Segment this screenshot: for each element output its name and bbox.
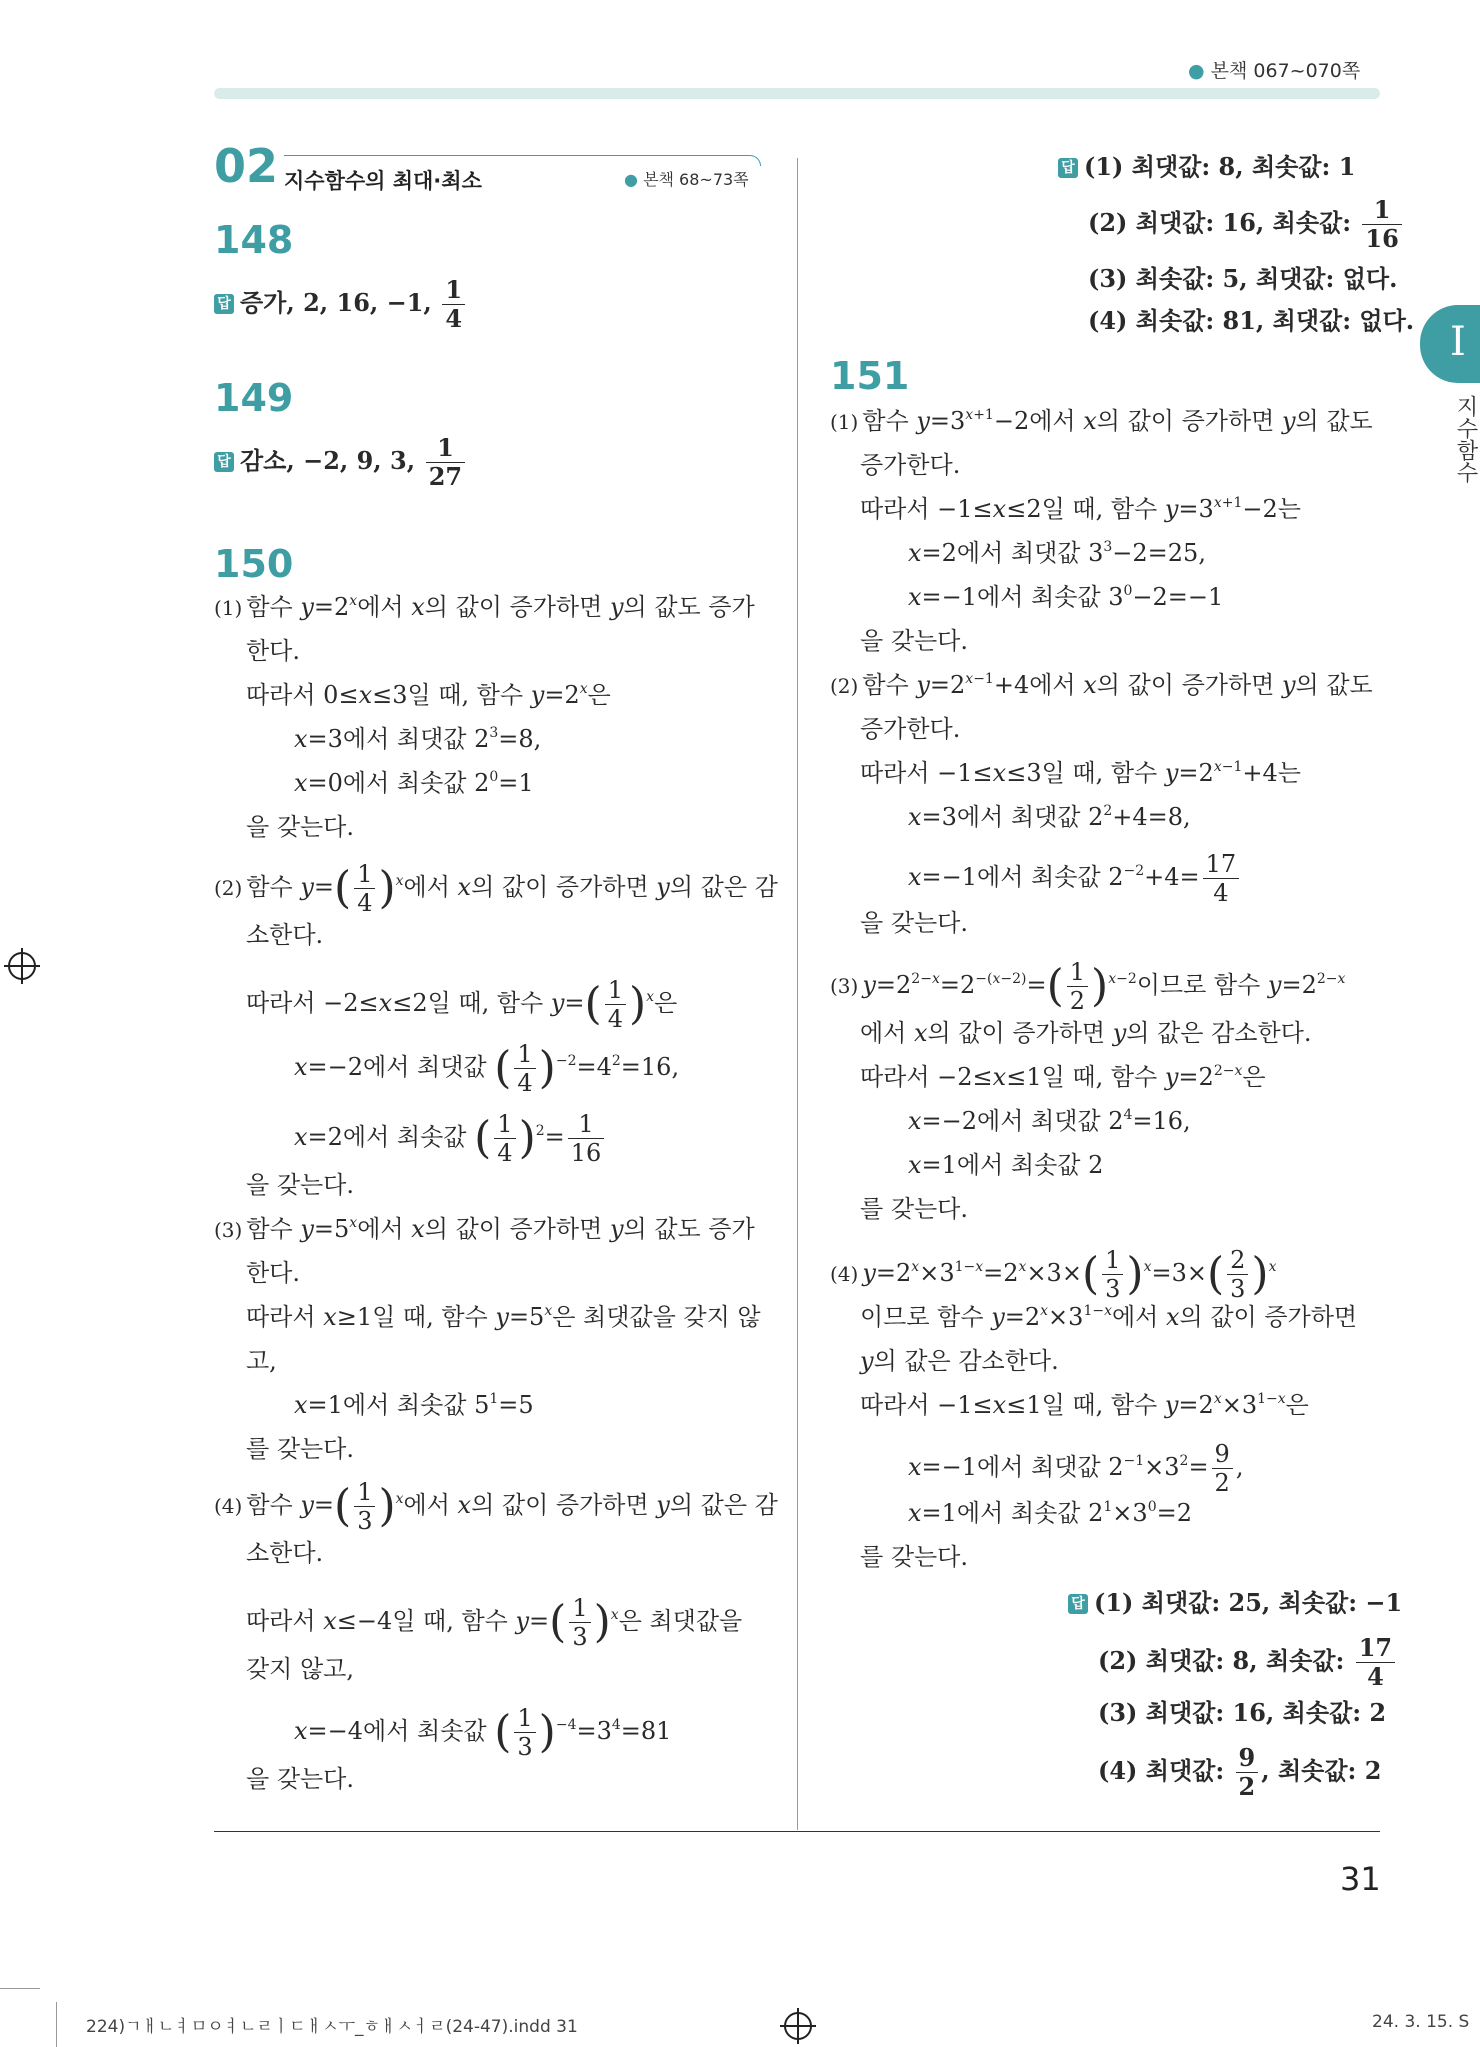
- problem-number-150: 150: [214, 542, 294, 586]
- sol-line: x=−4에서 최솟값 ( $\frac{1}{3}$ )$^{-4}=3^4=81$: [294, 1704, 672, 1761]
- sol-line: 따라서 −2≤x≤1일 때, 함수 $y=2^{2-x}$은: [860, 1063, 1266, 1091]
- registration-mark-icon: [8, 952, 36, 980]
- answer-badge-icon: 답: [1068, 1594, 1088, 1614]
- answer-150-2: (2) 최댓값: 16, 최솟값: $\frac{1}{16}$: [1088, 198, 1405, 251]
- sol-line: 이므로 함수 $y=2^x\times 3^{1-x}$에서 x의 값이 증가하면: [860, 1303, 1358, 1331]
- problem-number-148: 148: [214, 218, 294, 262]
- section-line: [284, 155, 761, 166]
- sol-line: (3) $y=2^{2-x}=2^{-(x-2)}=$( $\frac{1}{2}$ )$^{x-2}$이므로 함수 $y=2^{2-x}$: [830, 958, 1346, 1015]
- sol-line: x=−1에서 최솟값 $2^{-2}+4=$ $\frac{17}{4}$: [908, 852, 1242, 905]
- sol-line: x=3에서 최댓값 $2^2+4=8$,: [908, 803, 1191, 831]
- answer-150-1: 답 (1) 최댓값: 8, 최솟값: 1: [1058, 152, 1355, 182]
- sol-line: 을 갖는다.: [246, 1765, 354, 1793]
- sol-line: x=−2에서 최댓값 $2^4=16$,: [908, 1107, 1191, 1135]
- sol-line: x=−1에서 최댓값 $2^{-1}\times 3^2=$ $\frac{9}{2}$ ,: [908, 1440, 1244, 1497]
- sol-line: 에서 x의 값이 증가하면 y의 값은 감소한다.: [860, 1019, 1312, 1047]
- sol-line: x=−2에서 최댓값 ( $\frac{1}{4}$ )$^{-2}=4^2=16$,: [294, 1040, 680, 1097]
- sol-line: 증가한다.: [860, 451, 961, 479]
- sol-line: x=2에서 최댓값 $3^3-2=25$,: [908, 539, 1206, 567]
- sol-line: (4) $y=2^x\times 3^{1-x}=2^x\times 3\times$( $\frac{1}{3}$ )$^x$=3×( $\frac{2}{3}$ )$^x$: [830, 1246, 1277, 1303]
- header-ref-text: 본책 067~070쪽: [1210, 60, 1361, 82]
- sol-line: 따라서 x≥1일 때, 함수 $y=5^x$은 최댓값을 갖지 않: [246, 1303, 761, 1331]
- section-header: [214, 139, 768, 197]
- sol-line: 을 갖는다.: [246, 813, 354, 841]
- sol-line: 따라서 −1≤x≤2일 때, 함수 $y=3^{x+1}-2$는: [860, 495, 1301, 523]
- sol-line: 을 갖는다.: [860, 909, 968, 937]
- sol-line: 를 갖는다.: [860, 1195, 968, 1223]
- sol-line: 고,: [246, 1347, 277, 1375]
- answer-148-text: 증가, 2, 16, −1,: [240, 288, 432, 317]
- section-number: 02: [214, 139, 279, 193]
- sol-line: x=2에서 최솟값 ( $\frac{1}{4}$ )$^2$= $\frac{1}{16}$: [294, 1112, 607, 1165]
- footer-rule: [0, 1988, 40, 1989]
- answer-151-4: (4) 최댓값: $\frac{9}{2}$ , 최솟값: 2: [1098, 1743, 1382, 1801]
- sol-line: (2) 함수 $y=2^{x-1}+4$에서 x의 값이 증가하면 y의 값도: [830, 671, 1373, 699]
- sol-line: x=1에서 최솟값 2: [908, 1151, 1104, 1179]
- bullet-icon: ●: [1188, 60, 1205, 82]
- chapter-roman: I: [1450, 319, 1466, 365]
- problem-number-151: 151: [830, 354, 910, 398]
- sol-line: 소한다.: [246, 921, 324, 949]
- sol-line: 따라서 0≤x≤3일 때, 함수 $y=2^x$은: [246, 681, 611, 709]
- sol-line: 증가한다.: [860, 715, 961, 743]
- sol-line: 을 갖는다.: [860, 627, 968, 655]
- answer-148: [214, 275, 468, 333]
- header-ref: [1188, 56, 1360, 83]
- sol-line: x=0에서 최솟값 $2^0=1$: [294, 769, 534, 797]
- sol-line: x=1에서 최솟값 $5^1=5$: [294, 1391, 534, 1419]
- answer-149-text: 감소, −2, 9, 3,: [240, 446, 416, 475]
- chapter-tab: [1420, 305, 1480, 383]
- sol-line: 따라서 −1≤x≤3일 때, 함수 $y=2^{x-1}+4$는: [860, 759, 1301, 787]
- sol-line: 한다.: [246, 1259, 300, 1287]
- sol-line: (2) 함수 y=( $\frac{1}{4}$ )$^x$에서 x의 값이 증가하면 y의 값은 감: [214, 860, 778, 917]
- answer-badge-icon: 답: [214, 294, 234, 314]
- answer-149: [214, 433, 468, 491]
- section-title: 지수함수의 최대·최소: [284, 169, 482, 193]
- sol-line: 한다.: [246, 637, 300, 665]
- sol-line: (3) 함수 $y=5^x$에서 x의 값이 증가하면 y의 값도 증가: [214, 1215, 755, 1243]
- sol-line: 따라서 −1≤x≤1일 때, 함수 $y=2^x\times 3^{1-x}$은: [860, 1391, 1309, 1419]
- answer-151-1: 답 (1) 최댓값: 25, 최솟값: −1: [1068, 1588, 1402, 1618]
- problem-number-149: 149: [214, 376, 294, 420]
- sol-line: 을 갖는다.: [246, 1171, 354, 1199]
- sol-line: x=1에서 최솟값 $2^1\times 3^0=2$: [908, 1499, 1192, 1527]
- bottom-rule: [214, 1831, 1380, 1832]
- bullet-icon: ●: [624, 170, 638, 189]
- sol-line: (4) 함수 y=( $\frac{1}{3}$ )$^x$에서 x의 값이 증가하면 y의 값은 감: [214, 1478, 778, 1535]
- footer-tick: [56, 2002, 57, 2047]
- sol-line: y의 값은 감소한다.: [860, 1347, 1059, 1375]
- column-divider: [797, 158, 798, 1830]
- answer-badge-icon: 답: [214, 452, 234, 472]
- section-ref: [624, 167, 749, 190]
- sol-line: x=−1에서 최솟값 $3^0-2=-1$: [908, 583, 1224, 611]
- page-number: 31: [1340, 1860, 1381, 1898]
- answer-150-3: (3) 최솟값: 5, 최댓값: 없다.: [1088, 264, 1398, 293]
- sol-line: (1) 함수 $y=3^{x+1}-2$에서 x의 값이 증가하면 y의 값도: [830, 407, 1373, 435]
- answer-151-2: (2) 최댓값: 8, 최솟값: $\frac{17}{4}$: [1098, 1636, 1398, 1689]
- sol-line: 따라서 −2≤x≤2일 때, 함수 y=( $\frac{1}{4}$ )$^x$은: [246, 976, 678, 1033]
- footer-file: 224)ㄱㅐㄴㅕㅁㅇㅕㄴㄹㅣㄷㅐㅅㅜ_ㅎㅐㅅㅓㄹ(24-47).indd 31: [86, 2017, 578, 2037]
- answer-148-fraction: $\frac{1}{4}$: [442, 278, 465, 331]
- chapter-label: 지수함수: [1453, 395, 1478, 483]
- section-ref-text: 본책 68~73쪽: [643, 170, 749, 189]
- sol-line: x=3에서 최댓값 $2^3=8$,: [294, 725, 542, 753]
- header-bar: [214, 88, 1380, 99]
- sol-line: 따라서 x≤−4일 때, 함수 y=( $\frac{1}{3}$ )$^x$은 최댓값을: [246, 1594, 743, 1651]
- answer-149-fraction: $\frac{1}{27}$: [426, 436, 465, 489]
- answer-150-4: (4) 최솟값: 81, 최댓값: 없다.: [1088, 306, 1415, 335]
- answer-badge-icon: 답: [1058, 158, 1078, 178]
- sol-line: 소한다.: [246, 1539, 324, 1567]
- footer-date: 24. 3. 15. S: [1372, 2012, 1470, 2032]
- sol-line: 를 갖는다.: [246, 1435, 354, 1463]
- registration-mark-icon: [784, 2012, 812, 2040]
- sol-line: (1) 함수 $y=2^x$에서 x의 값이 증가하면 y의 값도 증가: [214, 593, 755, 621]
- answer-151-3: (3) 최댓값: 16, 최솟값: 2: [1098, 1698, 1387, 1727]
- sol-line: 갖지 않고,: [246, 1655, 354, 1683]
- sol-line: 를 갖는다.: [860, 1543, 968, 1571]
